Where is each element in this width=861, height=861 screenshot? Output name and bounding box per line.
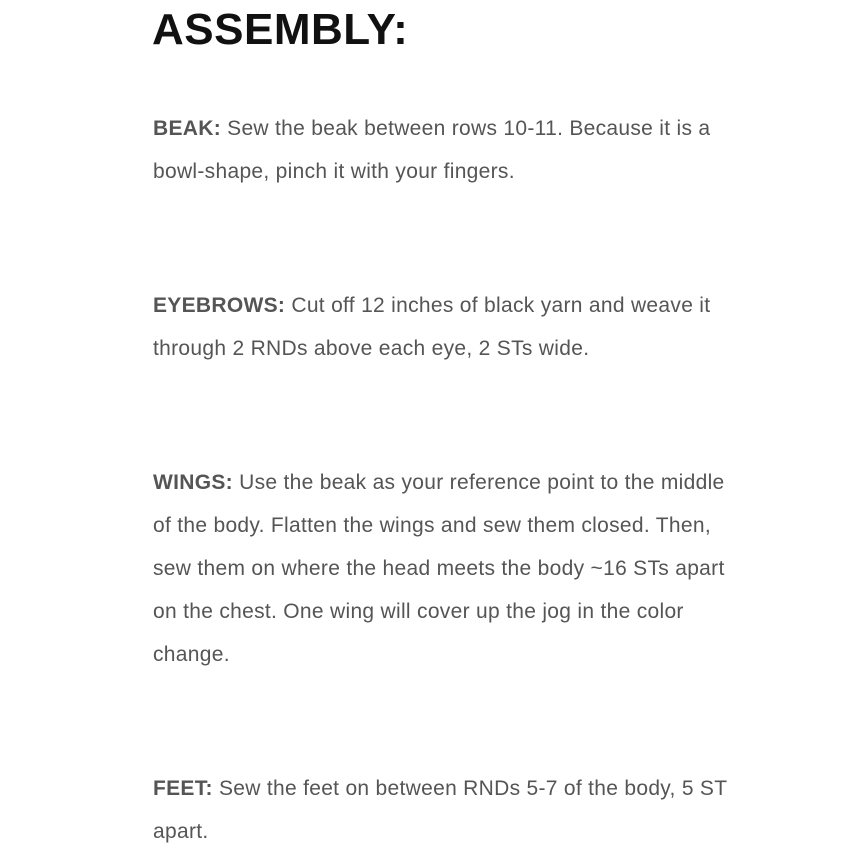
page-title: ASSEMBLY: [152, 5, 409, 54]
section-text-feet: Sew the feet on between RNDs 5-7 of the body, 5 ST apart. [153, 777, 727, 843]
section-feet [153, 767, 733, 853]
section-label-feet: FEET: [153, 777, 213, 800]
section-text-eyebrows: Cut off 12 inches of black yarn and weave it through 2 RNDs above each eye, 2 STs wide. [153, 294, 711, 360]
section-label-wings: WINGS: [153, 471, 233, 494]
section-beak [153, 107, 733, 193]
section-label-eyebrows: EYEBROWS: [153, 294, 286, 317]
section-text-wings: Use the beak as your reference point to the middle of the body. Flatten the wings and sew them closed. Then, sew them on where the head meets the body ~16 STs apart on the chest. One wing will cover up the jog in the color change. [153, 471, 725, 666]
section-text-beak: Sew the beak between rows 10-11. Because it is a bowl-shape, pinch it with your fingers. [153, 117, 711, 183]
section-wings [153, 461, 733, 676]
section-label-beak: BEAK: [153, 117, 221, 140]
section-eyebrows [153, 284, 733, 370]
